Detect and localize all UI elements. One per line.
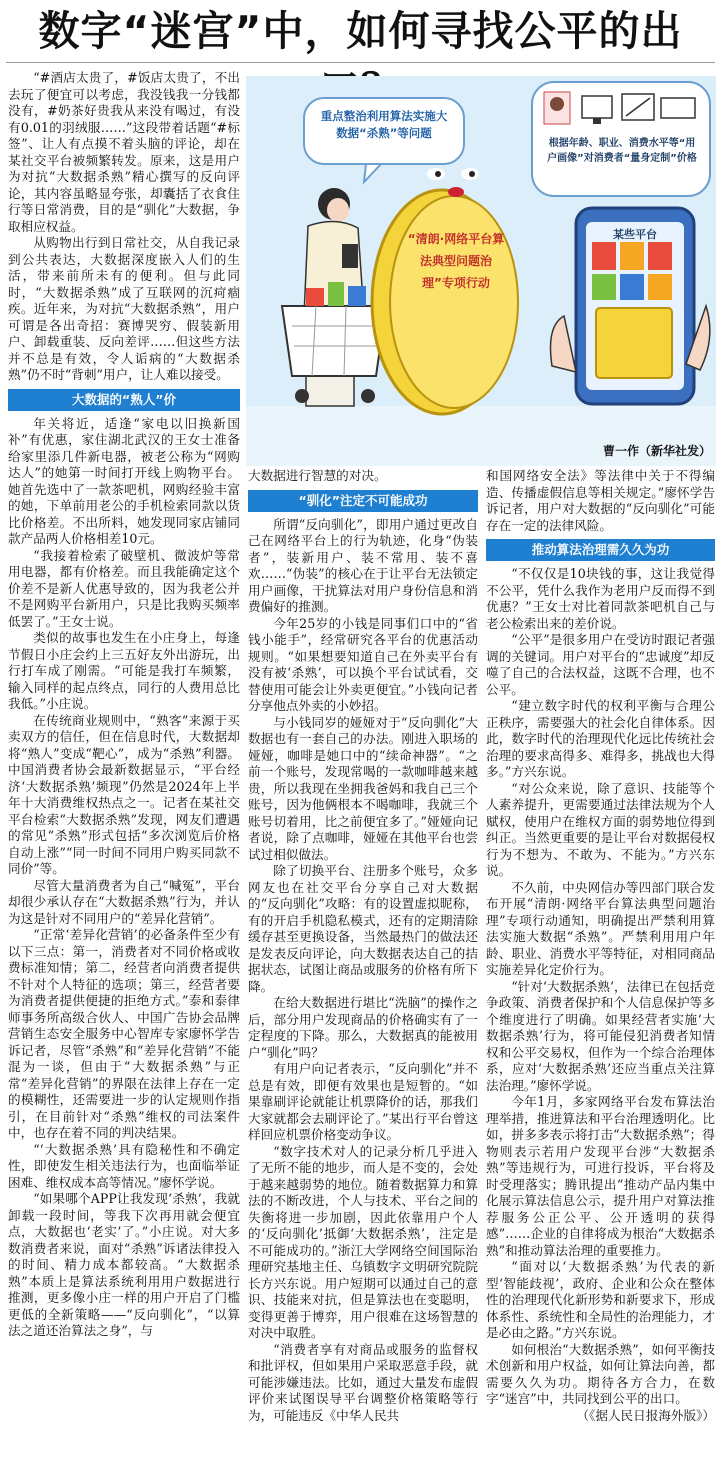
- body-paragraph: 类似的故事也发生在小庄身上，每逢节假日小庄会约上三五好友外出游玩，出行打车成了刚需。“可能是我打车频繁，输入同样的起点终点，同行的人费用总比我低。”小庄说。: [8, 630, 240, 711]
- intro-paragraph: “#酒店太贵了，#饭店太贵了，不出去玩了便宜可以考虑，我没钱我一分钱都没有，#奶茶好贵我从来没有喝过，有没有0.01的羽绒服……”这段带着话题“#标签”、让人有点摸不着头脑的评论，却在某社交平台被频繁转发。原来，这是用户为对抗“大数据杀熟”精心撰写的反向评论，其内容虽略显夸张，却囊括了衣食住行等日常消费，目的是“驯化”大数据，争取相应权益。: [8, 70, 240, 234]
- bubble-right-text: 根据年龄、职业、消费水平等“用户画像”对消费者“量身定制”价格: [547, 138, 697, 164]
- source-line: （《据人民日报海外版》）: [576, 1407, 715, 1423]
- phone-label: 某些平台: [613, 228, 657, 241]
- body-paragraph: 在给大数据进行堪比“洗脑”的操作之后，部分用户发现商品的价格确实有了一定程度的下降。那么，大数据真的能被用户“驯化”吗？: [248, 995, 478, 1060]
- body-paragraph: “针对‘大数据杀熟’，法律已在包括竞争政策、消费者保护和个人信息保护等多个维度进行了明确。如果经营者实施‘大数据杀熟’行为，将可能侵犯消费者知情权和公平交易权，但作为一个综合治理体系，应对‘大数据杀熟’还应当重点关注算法治理。”廖怀学说。: [486, 978, 715, 1093]
- section-heading: 推动算法治理需久久为功: [486, 539, 715, 561]
- section-heading: 大数据的“熟人”价: [8, 389, 240, 411]
- column-3: [486, 468, 715, 1462]
- body-paragraph: 今年1月，多家网络平台发布算法治理举措，推进算法和平台治理透明化。比如，拼多多表示将打击“大数据杀熟”；得物则表示若用户发现平台涉“大数据杀熟”等违规行为，可进行投诉，平台将及时受理落实；腾讯提出“推动产品内集中化展示算法信息公示，提升用户对算法推荐服务公正公平、公开透明的获得感”……企业的自律将成为根治“大数据杀熟”和推动算法治理的重要推力。: [486, 1094, 715, 1258]
- headline: 数字“迷宫”中，如何寻找公平的出: [38, 7, 683, 55]
- body-paragraph: “‘大数据杀熟’具有隐秘性和不确定性，即使发生相关违法行为，也面临举证困难、维权成本高等情况。”廖怀学说。: [8, 1141, 240, 1190]
- body-paragraph: 如何根治“大数据杀熟”，如何平衡技术创新和用户权益，如何让算法向善，都需要久久为功。期待各方合力，在数字“迷宫”中，共同找到公平的出口。: [486, 1341, 715, 1406]
- body-paragraph: “不仅仅是10块钱的事，这让我觉得不公平，凭什么我作为老用户反而得不到优惠？”王女士对比着同款茶吧机自己与老公检索出来的差价说。: [486, 566, 715, 631]
- column-1: [8, 70, 240, 1462]
- bubble-left-text: 重点整治利用算法实施大数据“杀熟”等问题: [320, 109, 448, 140]
- body-paragraph: 与小钱同岁的娅娅对于“反向驯化”大数据也有一套自己的办法。刚进入职场的娅娅，咖啡是她口中的“续命神器”。“之前一个账号，发现常喝的一款咖啡越来越贵，所以我现在坐拥我爸妈和我自己三个账号，因为他俩根本不喝咖啡，我就三个账号切着用，比之前便宜多了。”娅娅向记者说，除了点咖啡，娅娅在其他平台也尝试过相似做法。: [248, 714, 478, 862]
- body-paragraph: 今年25岁的小钱是同事们口中的“省钱小能手”，经常研究各平台的优惠活动规则。“如果想要知道自己在外卖平台有没有被‘杀熟’，可以换个平台试试看，交替使用可能会让外卖更便宜。”小钱向记者分享他点外卖的小妙招。: [248, 615, 478, 713]
- body-paragraph: “对公众来说，除了意识、技能等个人素养提升，更需要通过法律法规为个人赋权，使用户在维权方面的弱势地位得到纠正。当然更重要的是让平台对数据侵权行为不想为、不敢为、不能为。”方兴东说。: [486, 780, 715, 878]
- intro-paragraph: 从购物出行到日常社交，从自我记录到公共表达，大数据深度嵌入人们的生活，带来前所未有的便利。但与此同时，“大数据杀熟”成了互联网的沉疴痼疾。近年来，为对抗“大数据杀熟”，用户可谓是各出奇招：赛博哭穷、假装新用户、卸载重装、反向差评……但这些方法并不总是有效，令人诟病的“大数据杀熟”仍不时“背刺”用户，让人难以接受。: [8, 235, 240, 382]
- headline-divider: [6, 62, 715, 63]
- body-paragraph: “正常‘差异化营销’的必备条件至少有以下三点：第一，消费者对不同价格或收费标准知情；第二，经营者向消费者提供不针对个人特征的选项；第三，经营者要为消费者提供便捷的拒绝方式。”泰和泰律师事务所高级合伙人、中国广告协会品牌营销生态安全服务中心智库专家廖怀学告诉记者，尽管“杀熟”和“差异化营销”不能混为一谈，但由于“大数据杀熟”与正常“差异化营销”的界限在法律上存在一定的模糊性，还需要进一步的认定规则作指引，在目前针对“杀熟”维权的司法案件中，也存在着不同的判决结果。: [8, 927, 240, 1140]
- body-paragraph: 除了切换平台、注册多个账号，众多网友也在社交平台分享自己对大数据的“反向驯化”攻略：有的设置虚拟昵称，有的开启手机隐私模式，还有的定期清除缓存甚至更换设备，当然最热门的做法还是发表反向评论，向大数据表达自己的拮据状态，试图让商品或服务的价格有所下降。: [248, 863, 478, 994]
- illustration-credit: 曹一作（新华社发）: [602, 444, 711, 458]
- body-paragraph: 年关将近，适逢“家电以旧换新国补”有优惠，家住湖北武汉的王女士准备给家里添几件新电器，被老公称为“网购达人”的她第一时间打开线上购物平台。她首先选中了一款茶吧机，网购经验丰富的她，下单前用老公的手机检索同款以货比价格差。不出所料，她发现同家店铺同款产品两人价格相差10元。: [8, 415, 240, 546]
- body-paragraph: 尽管大量消费者为自己“喊冤”，平台却很少承认存在“大数据杀熟”行为，并认为这是针对不同用户的“差异化营销”。: [8, 877, 240, 926]
- body-paragraph: “我接着检索了破壁机、微波炉等常用电器，都有价格差。而且我能确定这个价差不是新人优惠导致的，因为我老公并不是网购平台新用户，只是比我购买频率低罢了。”王女士说。: [8, 547, 240, 629]
- illustration: [246, 76, 716, 466]
- body-paragraph: 有用户向记者表示，“反向驯化”并不总是有效，即便有效果也是短暂的。“如果靠刷评论就能让机票降价的话，那我们大家就都会去刷评论了。”某出行平台曾这样回应机票价格变动争议。: [248, 1061, 478, 1142]
- body-paragraph: “如果哪个APP让我发现‘杀熟’，我就卸载一段时间，等我下次再用就会便宜点，大数据也‘老实’了。”小庄说。对大多数消费者来说，面对“杀熟”诉诸法律投入的时间、精力成本都较高。“大数据杀熟”本质上是算法系统利用用户数据进行推测，更多像小庄一样的用户开启了门槛更低的全新策略——“反向驯化”，“以算法之道还治算法之身”，与: [8, 1191, 240, 1338]
- body-paragraph: 所谓“反向驯化”，即用户通过更改自己在网络平台上的行为轨迹，化身“伪装者”，装新用户、装不常用、装不喜欢……“伪装”的核心在于让平台无法锁定用户画像，干扰算法对用户身份信息和消费偏好的推测。: [248, 516, 478, 614]
- section-heading: “驯化”注定不可能成功: [248, 490, 478, 512]
- body-paragraph: “建立数字时代的权利平衡与合理公正秩序，需要强大的社会化自律体系。因此，数字时代的治理现代化远比传统社会治理的要求高得多、难得多，挑战也大得多。”方兴东说。: [486, 698, 715, 779]
- body-paragraph: “消费者享有对商品或服务的监督权和批评权，但如果用户采取恶意手段，就可能涉嫌违法。比如，通过大量发布虚假评价来试图误导平台调整价格策略等行为，可能违反《中华人民共: [248, 1341, 478, 1423]
- coin-text: “清朗·网络平台算法典型问题治理”专项行动: [407, 232, 505, 290]
- body-paragraph: 不久前，中央网信办等四部门联合发布开展“清朗·网络平台算法典型问题治理”专项行动通知，明确提出严禁利用算法实施大数据“杀熟”。严禁利用用户年龄、职业、消费水平等特征，对相同商品实施差异化定价行为。: [486, 879, 715, 977]
- continued-text: 大数据进行智慧的对决。: [248, 468, 387, 483]
- body-paragraph: “数字技术对人的记录分析几乎进入了无所不能的地步，而人是不变的，会处于越来越弱势的地位。随着数据算力和算法的不断改进，个人与技术、平台之间的失衡将进一步加剧，因此依靠用户个人的‘反向驯化’抵御‘大数据杀熟’，注定是不可能成功的。”浙江大学网络空间国际治理研究基地主任、乌镇数字文明研究院院长方兴东说。用户短期可以通过自己的意识、技能来对抗，但是算法也在变聪明，变得更善于博弈，用户很难在这场智慧的对决中取胜。: [248, 1143, 478, 1340]
- body-paragraph: 在传统商业规则中，“熟客”来源于买卖双方的信任，但在信息时代，大数据却将“熟人”变成“靶心”，成为“杀熟”利器。中国消费者协会最新数据显示，“平台经济‘大数据杀熟’频现”仍然是2024年上半年十大消费维权热点之一。记者在某社交平台检索“大数据杀熟”发现，网友们遭遇的常见“杀熟”形式包括“多次浏览后价格自动上涨”“同一时间不同用户购买同款不同价”等。: [8, 712, 240, 876]
- body-paragraph: “面对以‘大数据杀熟’为代表的新型‘智能歧视’，政府、企业和公众在整体性的治理现代化新形势和新要求下，形成体系性、系统性和全局性的治理能力，才是必由之路。”方兴东说。: [486, 1259, 715, 1340]
- column-2: [248, 468, 478, 1462]
- continued-text: 和国网络安全法》等法律中关于不得编造、传播虚假信息等相关规定。”廖怀学告诉记者，用户对大数据的“反向驯化”可能存在一定的法律风险。: [486, 468, 715, 533]
- body-paragraph: “公平”是很多用户在受访时跟记者强调的关键词。用户对平台的“忠诚度”却反噬了自己的合法权益，这既不合理，也不公平。: [486, 632, 715, 697]
